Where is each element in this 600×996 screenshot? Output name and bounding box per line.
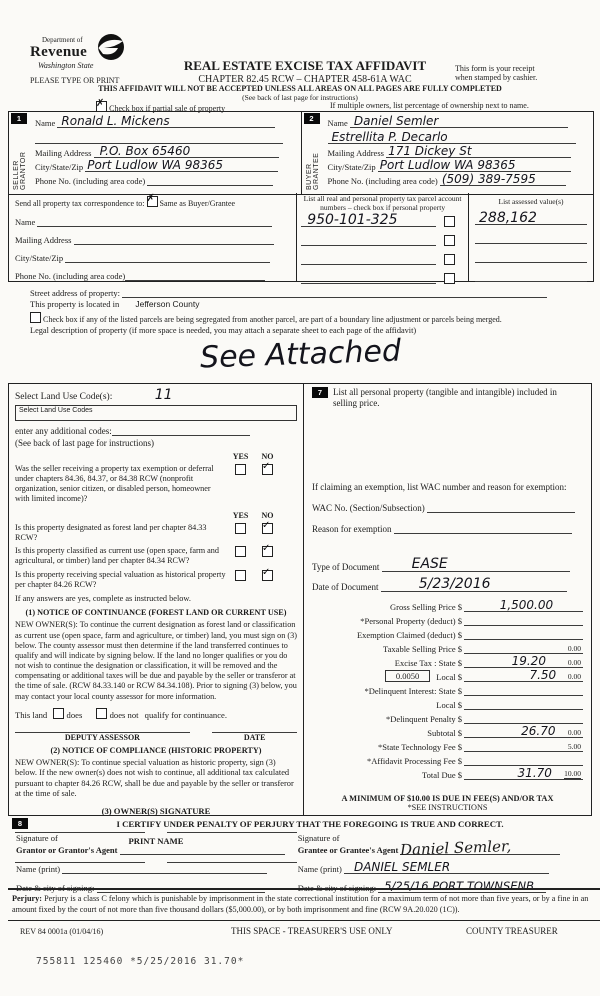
form-title: REAL ESTATE EXCISE TAX AFFIDAVIT — [183, 58, 427, 73]
seller-role-label — [13, 128, 27, 190]
grantee-label: Grantee or Grantee's Agent — [297, 845, 399, 855]
does-not-checkbox[interactable] — [96, 708, 107, 719]
seller-csz-label: City/State/Zip — [35, 162, 84, 172]
see-instructions-note: *SEE INSTRUCTIONS — [407, 802, 488, 812]
legal-description-label: Legal description of property (if more space is needed, you may attach a separate sheet to each page of the affidavit) — [30, 326, 417, 335]
seller-mailing-value: P.O. Box 65460 — [99, 144, 191, 158]
parcel-personal-checkbox-2[interactable] — [444, 235, 455, 246]
footer-row — [8, 926, 592, 936]
yes-header-1: YES — [232, 452, 249, 461]
affidavit-fee-label: *Affidavit Processing Fee $ — [367, 755, 462, 766]
parcel-personal-checkbox-3[interactable] — [444, 254, 455, 265]
additional-codes-field[interactable] — [112, 424, 250, 436]
subtotal-value: 26.70 — [521, 723, 556, 738]
this-land-label: This land — [15, 709, 48, 720]
grantee-signing-block — [288, 833, 592, 893]
see-back-line: (See back of last page for instructions) — [242, 93, 358, 102]
does-not-label: does not — [109, 709, 139, 720]
section7-column — [304, 384, 592, 816]
exemption-intro: If claiming an exemption, list WAC number and reason for exemption: — [312, 481, 567, 492]
excise-state-label: Excise Tax : State $ — [394, 657, 462, 668]
question-1: Was the seller receiving a property tax exemption or deferral under chapters 84.36, 84.37, or 84.38 RCW (nonprofit organization, senior citizen, or disabled person, homeowner with limited income)? — [15, 464, 214, 503]
segregated-label: Check box if any of the listed parcels are being segregated from another parcel, are part of a boundary line adjustment or parcels being merged. — [43, 315, 502, 324]
delinq-penalty-field[interactable] — [464, 711, 583, 724]
street-address-field[interactable] — [122, 286, 547, 298]
section8 — [8, 815, 592, 893]
if-yes-note: If any answers are yes, complete as instructed below. — [15, 594, 191, 604]
located-in-label: This property is located in — [30, 299, 120, 309]
corr-mailing-label: Mailing Address — [15, 235, 72, 245]
land-use-codes-select-label: Select Land Use Codes — [19, 407, 93, 414]
additional-codes-label: enter any additional codes: — [15, 426, 112, 436]
corr-phone-field[interactable] — [125, 269, 265, 281]
perjury-label: Perjury: — [12, 894, 43, 903]
grantor-signing-block — [8, 833, 288, 893]
local-rate-box[interactable]: 0.0050 — [385, 670, 430, 682]
assessed-field-4[interactable] — [475, 270, 587, 282]
minimum-note: A MINIMUM OF $10.00 IS DUE IN FEE(S) AND/OR TAX — [341, 793, 554, 803]
type-of-document-value: EASE — [411, 555, 448, 572]
corr-mailing-field[interactable] — [74, 233, 274, 245]
buyer-phone-field[interactable] — [440, 174, 566, 186]
assessed-values-box — [469, 193, 593, 281]
buyer-csz-label: City/State/Zip — [327, 162, 376, 172]
delinq-local-label: Local $ — [436, 699, 462, 710]
gross-field[interactable] — [464, 599, 583, 612]
street-address-label: Street address of property: — [30, 288, 120, 298]
land-use-select-label: Select Land Use Code(s): — [15, 392, 113, 402]
q4-no-mark: ✓ — [262, 566, 271, 578]
assessed-value-1: 288,162 — [479, 210, 537, 226]
q4-yes-checkbox[interactable] — [235, 570, 246, 581]
buyer-role-label — [306, 128, 320, 190]
assessed-field-3[interactable] — [475, 251, 587, 263]
land-use-see-back: (See back of last page for instructions) — [15, 438, 154, 448]
section-1-badge: 1 — [11, 113, 27, 124]
perjury-block — [8, 888, 600, 921]
parcel-band — [8, 193, 594, 282]
street-address-row — [30, 286, 590, 298]
seller-name2-field[interactable] — [35, 132, 283, 144]
buyer-role-line2: GRANTEE — [312, 152, 320, 190]
section-7-badge: 7 — [312, 387, 328, 398]
deputy-assessor-label: DEPUTY ASSESSOR — [64, 732, 140, 742]
q2-no-checkbox[interactable] — [262, 520, 273, 534]
seller-phone-field[interactable] — [147, 174, 273, 186]
buyer-box — [302, 112, 594, 194]
revenue-wordmark: Revenue — [30, 44, 88, 60]
personal-deduct-label: *Personal Property (deduct) $ — [360, 615, 462, 626]
excise-state-printed: 0.00 — [567, 657, 581, 667]
delinq-interest-label: *Delinquent Interest: State $ — [364, 685, 462, 696]
buyer-mailing-field[interactable] — [386, 146, 571, 158]
seller-name-label: Name — [35, 118, 56, 128]
q4-no-checkbox[interactable] — [262, 566, 273, 581]
print-name-label: PRINT NAME — [128, 835, 184, 846]
land-use-codes-select[interactable] — [15, 405, 297, 421]
q1-no-mark: ✓ — [262, 461, 271, 472]
qualify-label: qualify for continuance. — [144, 709, 227, 720]
buyer-phone-value: (509) 389-7595 — [441, 172, 536, 186]
subtotal-printed: 0.00 — [567, 727, 581, 737]
reason-field[interactable] — [394, 522, 572, 534]
notice2-body: NEW OWNER(S): To continue special valuation as historic property, sign (3) below. If the new owner(s) does not wish to continue, all additional tax calculated pursuant to chapter 84.26 RCW, shall be due and payable by the seller or transferor at the time of sale. — [15, 757, 294, 799]
local-printed: 0.00 — [567, 671, 581, 681]
dept-of-label: Department of — [42, 36, 83, 44]
land-use-select-value: 11 — [154, 387, 173, 403]
total-due-printed: 10.00 — [564, 768, 581, 778]
certify-statement: I CERTIFY UNDER PENALTY OF PERJURY THAT THE FOREGOING IS TRUE AND CORRECT. — [116, 818, 504, 829]
exemption-deduct-field[interactable] — [464, 627, 583, 640]
wac-field[interactable] — [427, 501, 575, 513]
seller-name-field[interactable] — [57, 116, 275, 128]
form-title-block — [140, 58, 470, 85]
q2-yes-checkbox[interactable] — [235, 523, 246, 534]
taxable-field[interactable] — [464, 641, 583, 654]
segregated-row — [30, 312, 585, 324]
assessed-field-2[interactable] — [475, 232, 587, 244]
q3-no-mark: ✓ — [262, 543, 271, 555]
grantor-label: Grantor or Grantor's Agent — [16, 845, 118, 855]
exemption-deduct-label: Exemption Claimed (deduct) $ — [356, 629, 462, 640]
parcel-field-1[interactable] — [301, 212, 436, 229]
parcel-field-4[interactable] — [301, 272, 436, 284]
buyer-name-label: Name — [327, 118, 348, 128]
q2-no-mark: ✓ — [262, 520, 271, 532]
grantee-name-print-value: DANIEL SEMLER — [353, 860, 451, 874]
gross-value: 1,500.00 — [499, 597, 554, 612]
corr-phone-label: Phone No. (including area code) — [15, 271, 126, 281]
taxable-printed: 0.00 — [567, 643, 581, 653]
personal-deduct-field[interactable] — [464, 613, 583, 626]
seller-mailing-field[interactable] — [94, 146, 279, 158]
grantee-date-city-label: Date & city of signing: — [297, 883, 377, 893]
corr-csz-field[interactable] — [65, 251, 270, 263]
grantor-signature-field[interactable] — [120, 843, 285, 855]
buyer-mailing-value: 171 Dickey St — [388, 144, 472, 158]
deputy-assessor-row — [15, 732, 297, 742]
parcel-header: List all real and personal property tax parcel account numbers – check box if personal property — [303, 194, 462, 212]
does-label: does — [66, 709, 83, 720]
type-of-document-label: Type of Document — [312, 561, 380, 572]
corr-name-label: Name — [15, 217, 36, 227]
type-of-document-field[interactable] — [382, 555, 570, 572]
q3-yes-checkbox[interactable] — [235, 546, 246, 557]
section-2-badge: 2 — [304, 113, 320, 124]
tech-fee-label: *State Technology Fee $ — [378, 741, 462, 752]
total-due-field[interactable] — [464, 767, 583, 780]
notice2-title: (2) NOTICE OF COMPLIANCE (HISTORIC PROPERTY) — [50, 745, 262, 755]
question-2: Is this property designated as forest land per chapter 84.33 RCW? — [15, 523, 207, 543]
total-due-label: Total Due $ — [421, 769, 462, 780]
county-value: Jefferson County — [135, 299, 200, 309]
seller-role-line1: SELLER — [13, 160, 20, 190]
yes-header-2: YES — [232, 511, 249, 521]
notice1-body: NEW OWNER(S): To continue the current designation as forest land or classification as current use (open space, farm and agriculture, or timber) land, you must sign on (3) below. The county assessor must then determine if the land transferred continues to qualify and will indicate by signing below. If the land no longer qualifies or you do not wish to continue the designation or classification, it will be removed and the compensating or additional taxes will be due and payable by the seller or transferor at the time of sale. (RCW 84.33.140 or RCW 84.34.108). Prior to signing (3) below, you may contact your local county assessor for more information. — [15, 620, 297, 701]
local-value: 7.50 — [529, 667, 557, 682]
seller-role-line2: GRANTOR — [20, 151, 27, 190]
personal-property-label: List all personal property (tangible and intangible) included in selling price. — [333, 387, 557, 409]
grantee-name-print-field[interactable] — [344, 862, 549, 874]
deputy-date-label: DATE — [243, 732, 266, 742]
no-header-1: NO — [261, 452, 274, 461]
delinq-penalty-label: *Delinquent Penalty $ — [385, 713, 462, 724]
seller-box — [9, 112, 302, 194]
segregated-checkbox[interactable] — [30, 312, 41, 323]
excise-state-value: 19.20 — [511, 653, 546, 668]
excise-state-field[interactable] — [464, 655, 583, 668]
question-3: Is this property classified as current use (open space, farm and agricultural, or timber) land per chapter 84.34 RCW? — [15, 546, 219, 565]
grantor-name-print-label: Name (print) — [16, 864, 61, 874]
no-header-2: NO — [261, 511, 274, 521]
corr-csz-label: City/State/Zip — [15, 253, 64, 263]
seller-mailing-label: Mailing Address — [35, 148, 92, 158]
correspondence-intro: Send all property tax correspondence to: — [15, 199, 145, 208]
grantor-sig-of: Signature of — [16, 833, 58, 843]
rev-number: REV 84 0001a (01/04/16) — [20, 926, 104, 936]
receipt-note — [455, 64, 590, 82]
question-4: Is this property receiving special valuation as historical property per chapter 84.26 RCW? — [15, 569, 226, 589]
buyer-name2-field[interactable] — [328, 132, 576, 144]
seller-csz-field[interactable] — [85, 160, 278, 172]
treasurer-stamp: 755811 125460 *5/25/2016 31.70* — [36, 956, 245, 967]
corr-name-field[interactable] — [37, 215, 272, 227]
grantee-signature-value: Daniel Semler, — [400, 837, 512, 859]
wa-state-label: Washington State — [38, 61, 94, 70]
buyer-role-line1: BUYER — [305, 163, 313, 190]
affidavit-fee-field[interactable] — [464, 753, 583, 766]
assessed-field-1[interactable] — [475, 210, 587, 226]
parcel-personal-checkbox-1[interactable] — [444, 216, 455, 227]
buyer-name2-value: Estrellita P. Decarlo — [331, 130, 448, 144]
owners-signature-label: (3) OWNER(S) SIGNATURE — [101, 805, 211, 816]
party-boxes — [8, 111, 594, 195]
please-type-label: PLEASE TYPE OR PRINT — [30, 76, 120, 85]
q3-no-checkbox[interactable] — [262, 543, 273, 557]
dor-swirl-icon — [96, 32, 126, 64]
grantor-date-city-label: Date & city of signing: — [16, 883, 95, 893]
delinq-interest-field[interactable] — [464, 683, 583, 696]
same-as-buyer-mark: ✗ — [146, 193, 155, 204]
qualify-row — [15, 708, 297, 720]
tech-fee-printed: 5.00 — [567, 741, 581, 751]
buyer-name-value: Daniel Semler — [353, 114, 439, 128]
taxable-label: Taxable Selling Price $ — [383, 643, 462, 654]
located-in-row — [30, 299, 199, 309]
grantee-signature-field[interactable] — [400, 837, 560, 859]
gross-label: Gross Selling Price $ — [389, 601, 462, 612]
same-as-buyer-checkbox[interactable] — [146, 193, 158, 207]
grantor-name-print-field[interactable] — [62, 862, 267, 874]
subtotal-field[interactable] — [464, 725, 583, 738]
receipt-note-line2: when stamped by cashier. — [455, 73, 538, 82]
buyer-mailing-label: Mailing Address — [327, 148, 384, 158]
parcel-personal-checkbox-4[interactable] — [444, 273, 455, 284]
perjury-body: Perjury is a class C felony which is punishable by imprisonment in the state correctional institution for a maximum term of not more than five years, or by a fine in an amount fixed by the court of not more than five thousand dollars ($5,000.00), or by both imprisonment and fine (RCW 9A.20.020 (1C)). — [12, 894, 589, 915]
parcel-value-1: 950-101-325 — [307, 212, 398, 229]
legal-description-value: See Attached — [199, 333, 402, 376]
reason-label: Reason for exemption — [312, 523, 392, 534]
date-of-document-label: Date of Document — [312, 581, 379, 592]
seller-phone-label: Phone No. (including area code) — [35, 176, 146, 186]
buyer-csz-value: Port Ludlow WA 98365 — [379, 158, 516, 172]
grantee-name-print-label: Name (print) — [297, 864, 342, 874]
q1-no-checkbox[interactable] — [262, 461, 273, 475]
wac-label: WAC No. (Section/Subsection) — [312, 502, 425, 513]
receipt-note-line1: This form is your receipt — [455, 64, 535, 73]
total-due-value: 31.70 — [517, 765, 552, 780]
grantee-date-city-value: 5/25/16 PORT TOWNSENB — [384, 879, 534, 893]
county-treasurer-label: COUNTY TREASURER — [466, 926, 558, 936]
multiple-owners-note: If multiple owners, list percentage of ownership next to name. — [330, 101, 529, 110]
q1-yes-checkbox[interactable] — [235, 464, 246, 475]
correspondence-box — [9, 193, 297, 281]
notice1-title: (1) NOTICE OF CONTINUANCE (FOREST LAND OR CURRENT USE) — [25, 608, 287, 618]
parcel-field-2[interactable] — [301, 234, 436, 246]
treasurer-space-label: THIS SPACE - TREASURER'S USE ONLY — [230, 926, 393, 936]
buyer-name-field[interactable] — [350, 116, 568, 128]
parcel-field-3[interactable] — [301, 253, 436, 265]
same-as-buyer-label: Same as Buyer/Grantee — [159, 199, 236, 208]
subtotal-label: Subtotal $ — [427, 727, 462, 738]
section-8-badge: 8 — [12, 818, 28, 829]
delinq-local-field[interactable] — [464, 697, 583, 710]
partial-sale-label: Check box if partial sale of property — [109, 104, 226, 113]
seller-csz-value: Port Ludlow WA 98365 — [87, 158, 224, 172]
date-of-document-field[interactable] — [381, 575, 567, 592]
seller-name-value: Ronald L. Mickens — [61, 114, 170, 128]
local-field[interactable] — [464, 669, 583, 682]
partial-sale-mark: ✗ — [96, 98, 105, 109]
buyer-csz-field[interactable] — [378, 160, 571, 172]
does-checkbox[interactable] — [53, 708, 64, 719]
tech-fee-field[interactable] — [464, 739, 583, 752]
date-of-document-value: 5/23/2016 — [418, 575, 491, 592]
local-label: Local $ — [436, 671, 462, 682]
form-chapter: CHAPTER 82.45 RCW – CHAPTER 458-61A WAC — [198, 74, 412, 85]
parcel-numbers-box — [297, 193, 469, 281]
warning-line: THIS AFFIDAVIT WILL NOT BE ACCEPTED UNLESS ALL AREAS ON ALL PAGES ARE FULLY COMPLETED — [98, 84, 502, 93]
grantee-sig-of: Signature of — [297, 833, 340, 843]
assessed-header: List assessed value(s) — [498, 197, 564, 206]
buyer-phone-label: Phone No. (including area code) — [327, 176, 438, 186]
